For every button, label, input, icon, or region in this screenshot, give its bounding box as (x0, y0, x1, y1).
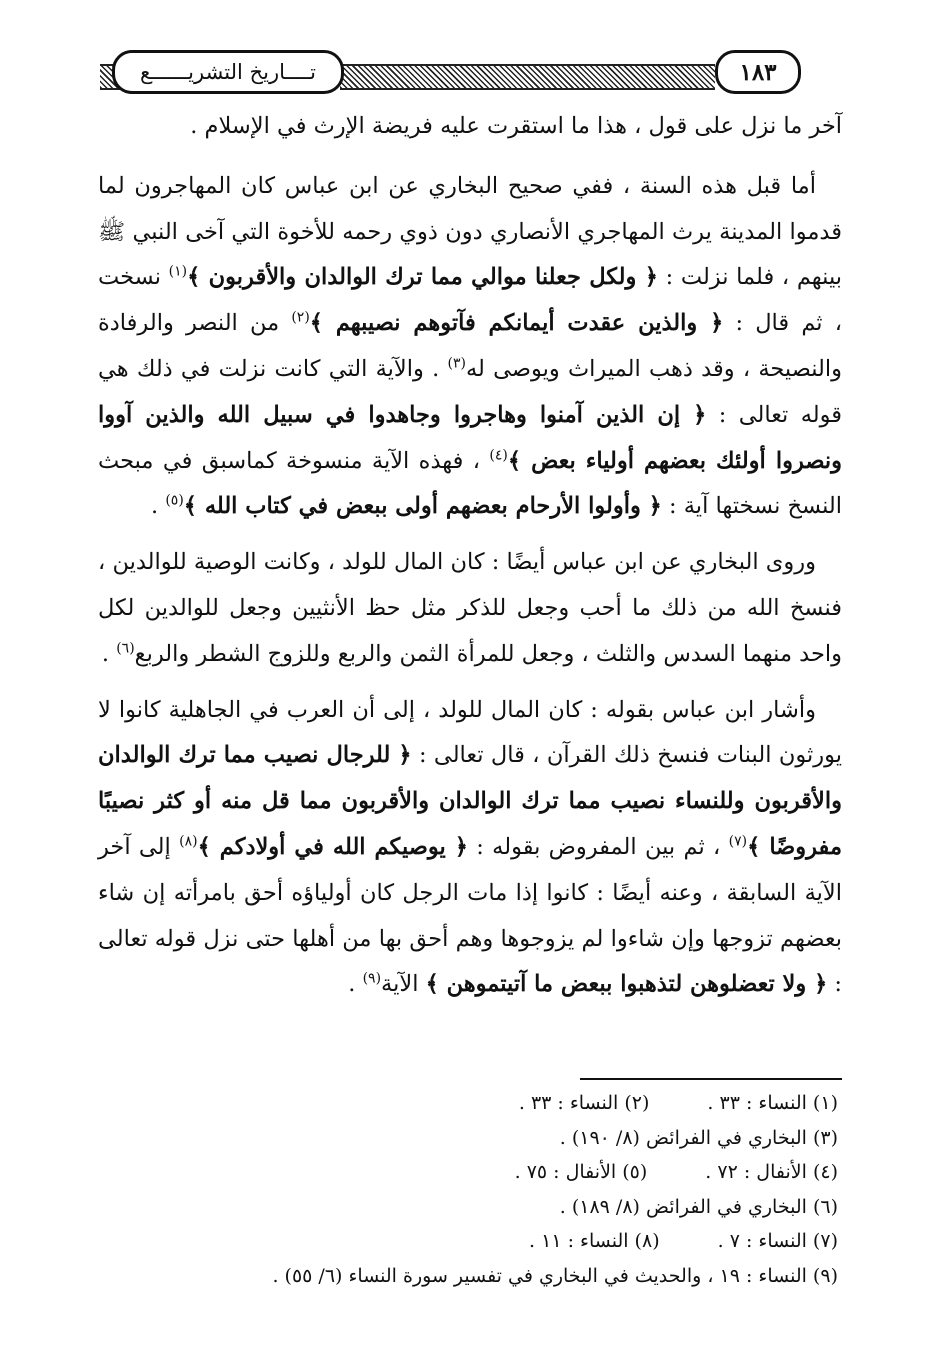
footnote-8: (٨) النساء : ١١ . (529, 1230, 660, 1252)
footnote-line (98, 1155, 838, 1190)
quran-verse: ﴿ إن الذين آمنوا وهاجروا وجاهدوا في سبيل الله والذين آووا ونصروا أولئك بعضهم أولياء بعض ﴾ (98, 401, 842, 474)
quran-verse: ﴿ والذين عقدت أيمانكم فآتوهم نصيبهم ﴾ (309, 310, 724, 337)
paragraph-2: أما قبل هذه السنة ، ففي صحيح البخاري عن ابن عباس كان المهاجرون لما قدموا المدينة يرث المهاجري الأنصاري دون ذوي رحمه للأخوة التي آخى النبي ﷺ بينهم ، فلما نزلت : ﴿ ولكل جعلنا موالي مما ترك الوالدان والأقربون ﴾$^{(١)}$ نسخت ، ثم قال : ﴿ والذين عقدت أيمانكم فآتوهم نصيبهم ﴾$^{(٢)}$ من النصر والرفادة والنصيحة ، وقد ذهب الميراث ويوصى له$^{(٣)}$ . والآية التي كانت نزلت في ذلك هي قوله تعالى : ﴿ إن الذين آمنوا وهاجروا وجاهدوا في سبيل الله والذين آووا ونصروا أولئك بعضهم أولياء بعض ﴾$^{(٤)}$ ، فهذه الآية منسوخة كماسبق في مبحث النسخ نسختها آية : ﴿ وأولوا الأرحام بعضهم أولى ببعض في كتاب الله ﴾$^{(٥)}$ . (98, 172, 843, 520)
page-number: ١٨٣ (715, 50, 801, 94)
quran-verse: ﴿ يوصيكم الله في أولادكم ﴾ (197, 833, 468, 860)
footnote-2: (٢) النساء : ٣٣ . (518, 1092, 650, 1114)
running-title: تــــاريخ التشريــــــع (112, 50, 344, 94)
footnote-1: (١) النساء : ٣٣ . (707, 1092, 838, 1114)
paragraph-3: وروى البخاري عن ابن عباس أيضًا : كان المال للولد ، وكانت الوصية للوالدين ، فنسخ الله من ذلك ما أحب وجعل للذكر مثل حظ الأنثيين وجعل للوالدين لكل واحد منهما السدس والثلث ، وجعل للمرأة الثمن والربع وللزوج الشطر والربع$^{(٦)}$ . (98, 549, 842, 667)
footnote-line (98, 1086, 838, 1121)
footnote-5: (٥) الأنفال : ٧٥ . (514, 1161, 648, 1183)
quran-verse: ﴿ للرجال نصيب مما ترك الوالدان والأقربون وللنساء نصيب مما ترك الوالدان والأقربون مما قل منه أو كثر نصيبًا مفروضًا ﴾ (98, 742, 842, 860)
paragraph-4: وأشار ابن عباس بقوله : كان المال للولد ، إلى أن العرب في الجاهلية كانوا لا يورثون البنات فنسخ ذلك القرآن ، قال تعالى : ﴿ للرجال نصيب مما ترك الوالدان والأقربون وللنساء نصيب مما ترك الوالدان والأقربون مما قل منه أو كثر نصيبًا مفروضًا ﴾$^{(٧)}$ ، ثم بين المفروض بقوله : ﴿ يوصيكم الله في أولادكم ﴾$^{(٨)}$ إلى آخر الآية السابقة ، وعنه أيضًا : كانوا إذا مات الرجل كان أولياؤه أحق بامرأته إن شاء بعضهم تزوجها وإن شاءوا لم يزوجوها وهم أحق بها من أهلها حتى نزل قوله تعالى : ﴿ ولا تعضلوهن لتذهبوا ببعض ما آتيتموهن ﴾ الآية$^{(٩)}$ . (98, 696, 842, 998)
footnote-ref: (٨) (179, 833, 198, 850)
footnote-ref: (٩) (362, 970, 382, 987)
footnote-ref: (٢) (291, 309, 310, 326)
footnote-line (98, 1224, 838, 1259)
quran-verse: ﴿ وأولوا الأرحام بعضهم أولى ببعض في كتاب الله ﴾ (183, 493, 662, 520)
header-ornament-middle (340, 64, 715, 90)
footnote-9: (٩) النساء : ١٩ ، والحديث في البخاري في تفسير سورة النساء (٦/ ٥٥) . (272, 1264, 838, 1287)
footnotes (98, 1086, 838, 1293)
footnote-ref: (١) (168, 263, 188, 280)
footnote-ref: (٥) (165, 492, 184, 509)
footnote-ref: (٣) (447, 355, 466, 372)
footnote-ref: (٦) (116, 640, 135, 657)
footnote-separator (580, 1078, 842, 1080)
quran-verse: ﴿ ولا تعضلوهن لتذهبوا ببعض ما آتيتموهن ﴾ (425, 971, 828, 998)
footnote-3: (٣) البخاري في الفرائض (٨/ ١٩٠) . (559, 1126, 838, 1149)
paragraph-1: آخر ما نزل على قول ، هذا ما استقرت عليه فريضة الإرث في الإسلام . (190, 113, 842, 139)
footnote-7: (٧) النساء : ٧ . (717, 1230, 838, 1252)
footnote-6: (٦) البخاري في الفرائض (٨/ ١٨٩) . (559, 1195, 838, 1218)
quran-verse: ﴿ ولكل جعلنا موالي مما ترك الوالدان والأقربون ﴾ (187, 264, 658, 291)
footnote-4: (٤) الأنفال : ٧٢ . (705, 1161, 838, 1183)
body-text (98, 104, 842, 1018)
page-header (100, 48, 840, 100)
footnote-ref: (٤) (489, 447, 508, 464)
footnote-ref: (٧) (728, 833, 748, 850)
